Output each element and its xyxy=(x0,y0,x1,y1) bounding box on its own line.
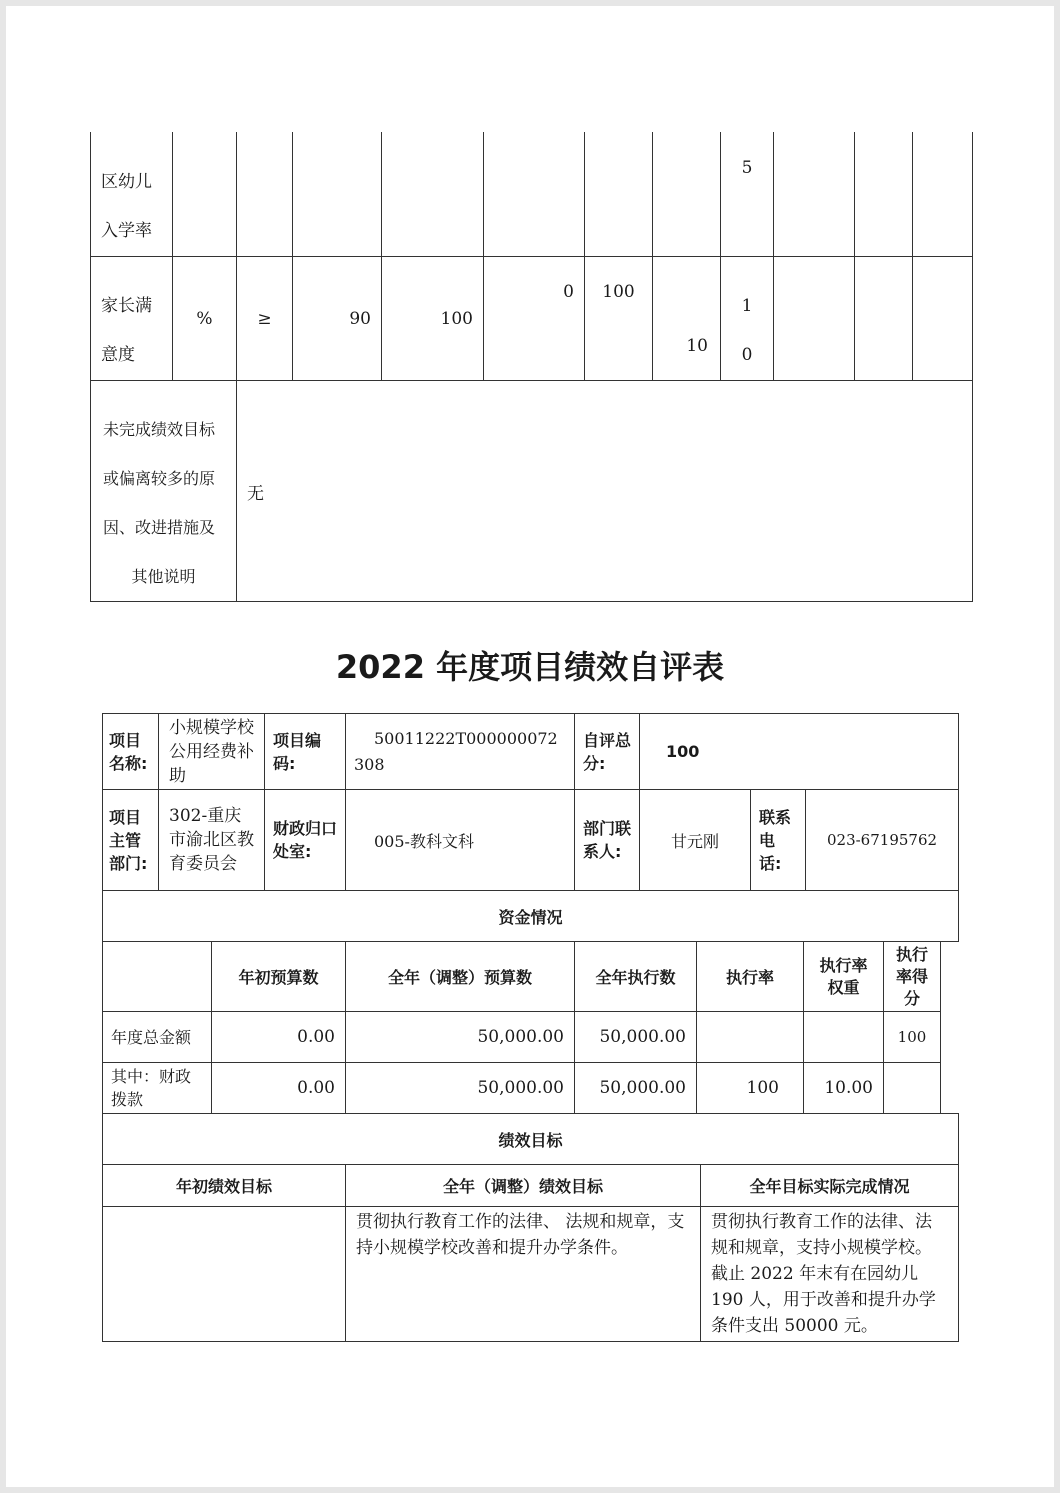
project-info-table xyxy=(102,713,959,942)
self-score-value: 100 xyxy=(640,714,959,790)
score-cell: 5 xyxy=(721,132,774,257)
dept-value: 302-重庆市渝北区教育委员会 xyxy=(159,790,265,891)
phone-label: 联系电话: xyxy=(751,790,806,891)
table-row xyxy=(103,891,959,942)
self-score-label: 自评总分: xyxy=(575,714,640,790)
goals-table xyxy=(102,1113,959,1342)
contact-label: 部门联系人: xyxy=(575,790,640,891)
contact-value: 甘元刚 xyxy=(640,790,751,891)
page-title: 2022 年度项目绩效自评表 xyxy=(335,648,725,686)
dept-label: 项目主管部门: xyxy=(103,790,159,891)
table-row: 年初绩效目标 全年（调整）绩效目标 全年目标实际完成情况 xyxy=(103,1165,959,1207)
reason-value-cell: 无 xyxy=(237,381,973,602)
goals-section-title: 绩效目标 xyxy=(103,1114,959,1165)
indicator-cell: 家长满 意度 xyxy=(91,257,173,381)
reason-label-cell: 未完成绩效目标 或偏离较多的原 因、改进措施及 其他说明 xyxy=(91,381,237,602)
table-row: 其中：财政拨款 0.00 50,000.00 50,000.00 100 10.00 xyxy=(103,1063,941,1114)
project-code-label: 项目编码: xyxy=(265,714,346,790)
table-row xyxy=(103,790,959,891)
indicator-cell: 区幼儿 入学率 xyxy=(91,132,173,257)
finance-office-value: 005-教科文科 xyxy=(346,790,575,891)
project-name-label: 项目名称: xyxy=(103,714,159,790)
table-row: 年初预算数 全年（调整）预算数 全年执行数 执行率 执行率权重 执行率得分 xyxy=(103,942,941,1012)
project-name-value: 小规模学校公用经费补助 xyxy=(159,714,265,790)
table-row xyxy=(103,1114,959,1165)
previous-performance-table xyxy=(90,132,973,602)
finance-office-label: 财政归口处室: xyxy=(265,790,346,891)
phone-value: 023-67195762 xyxy=(806,790,959,891)
project-code-value: 50011222T000000072308 xyxy=(346,714,575,790)
table-row-enrollment xyxy=(91,132,973,257)
table-row: 年度总金额 0.00 50,000.00 50,000.00 100 xyxy=(103,1012,941,1063)
funds-table xyxy=(102,941,941,1114)
table-row: 贯彻执行教育工作的法律、 法规和规章，支持小规模学校改善和提升办学条件。 贯彻执行教育工作的法律、法规和规章，支持小规模学校。截止 2022 年末有在园幼儿 190 人，用于改善和提升办学条件支出 50000 元。 xyxy=(103,1207,959,1342)
document-page xyxy=(6,6,1054,1487)
funds-section-title: 资金情况 xyxy=(103,891,959,942)
table-row xyxy=(103,714,959,790)
table-row-reason xyxy=(91,381,973,602)
table-row-satisfaction: 家长满 意度 % ≥ 90 100 0 100 10 1 0 xyxy=(91,257,973,381)
